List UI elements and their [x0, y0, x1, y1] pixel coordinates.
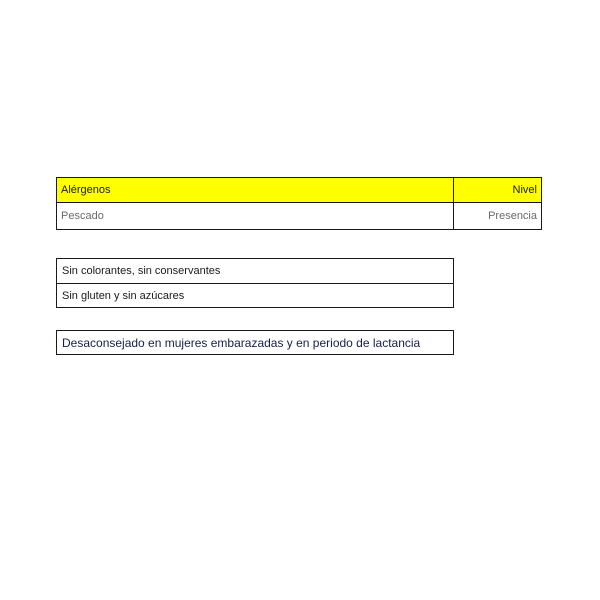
claims-table	[56, 258, 454, 308]
allergen-table	[56, 177, 542, 230]
allergen-row	[57, 203, 541, 229]
allergen-name: Pescado	[57, 203, 454, 229]
allergen-header-level: Nivel	[512, 184, 537, 196]
allergen-level: Presencia	[488, 210, 537, 222]
allergen-table-header	[57, 178, 541, 203]
claim-gluten-free: Sin gluten y sin azúcares	[57, 283, 453, 307]
allergen-header-name: Alérgenos	[57, 178, 454, 202]
claim-no-colorants: Sin colorantes, sin conservantes	[62, 265, 221, 277]
warning-notice: Desaconsejado en mujeres embarazadas y en periodo de lactancia	[56, 330, 454, 355]
